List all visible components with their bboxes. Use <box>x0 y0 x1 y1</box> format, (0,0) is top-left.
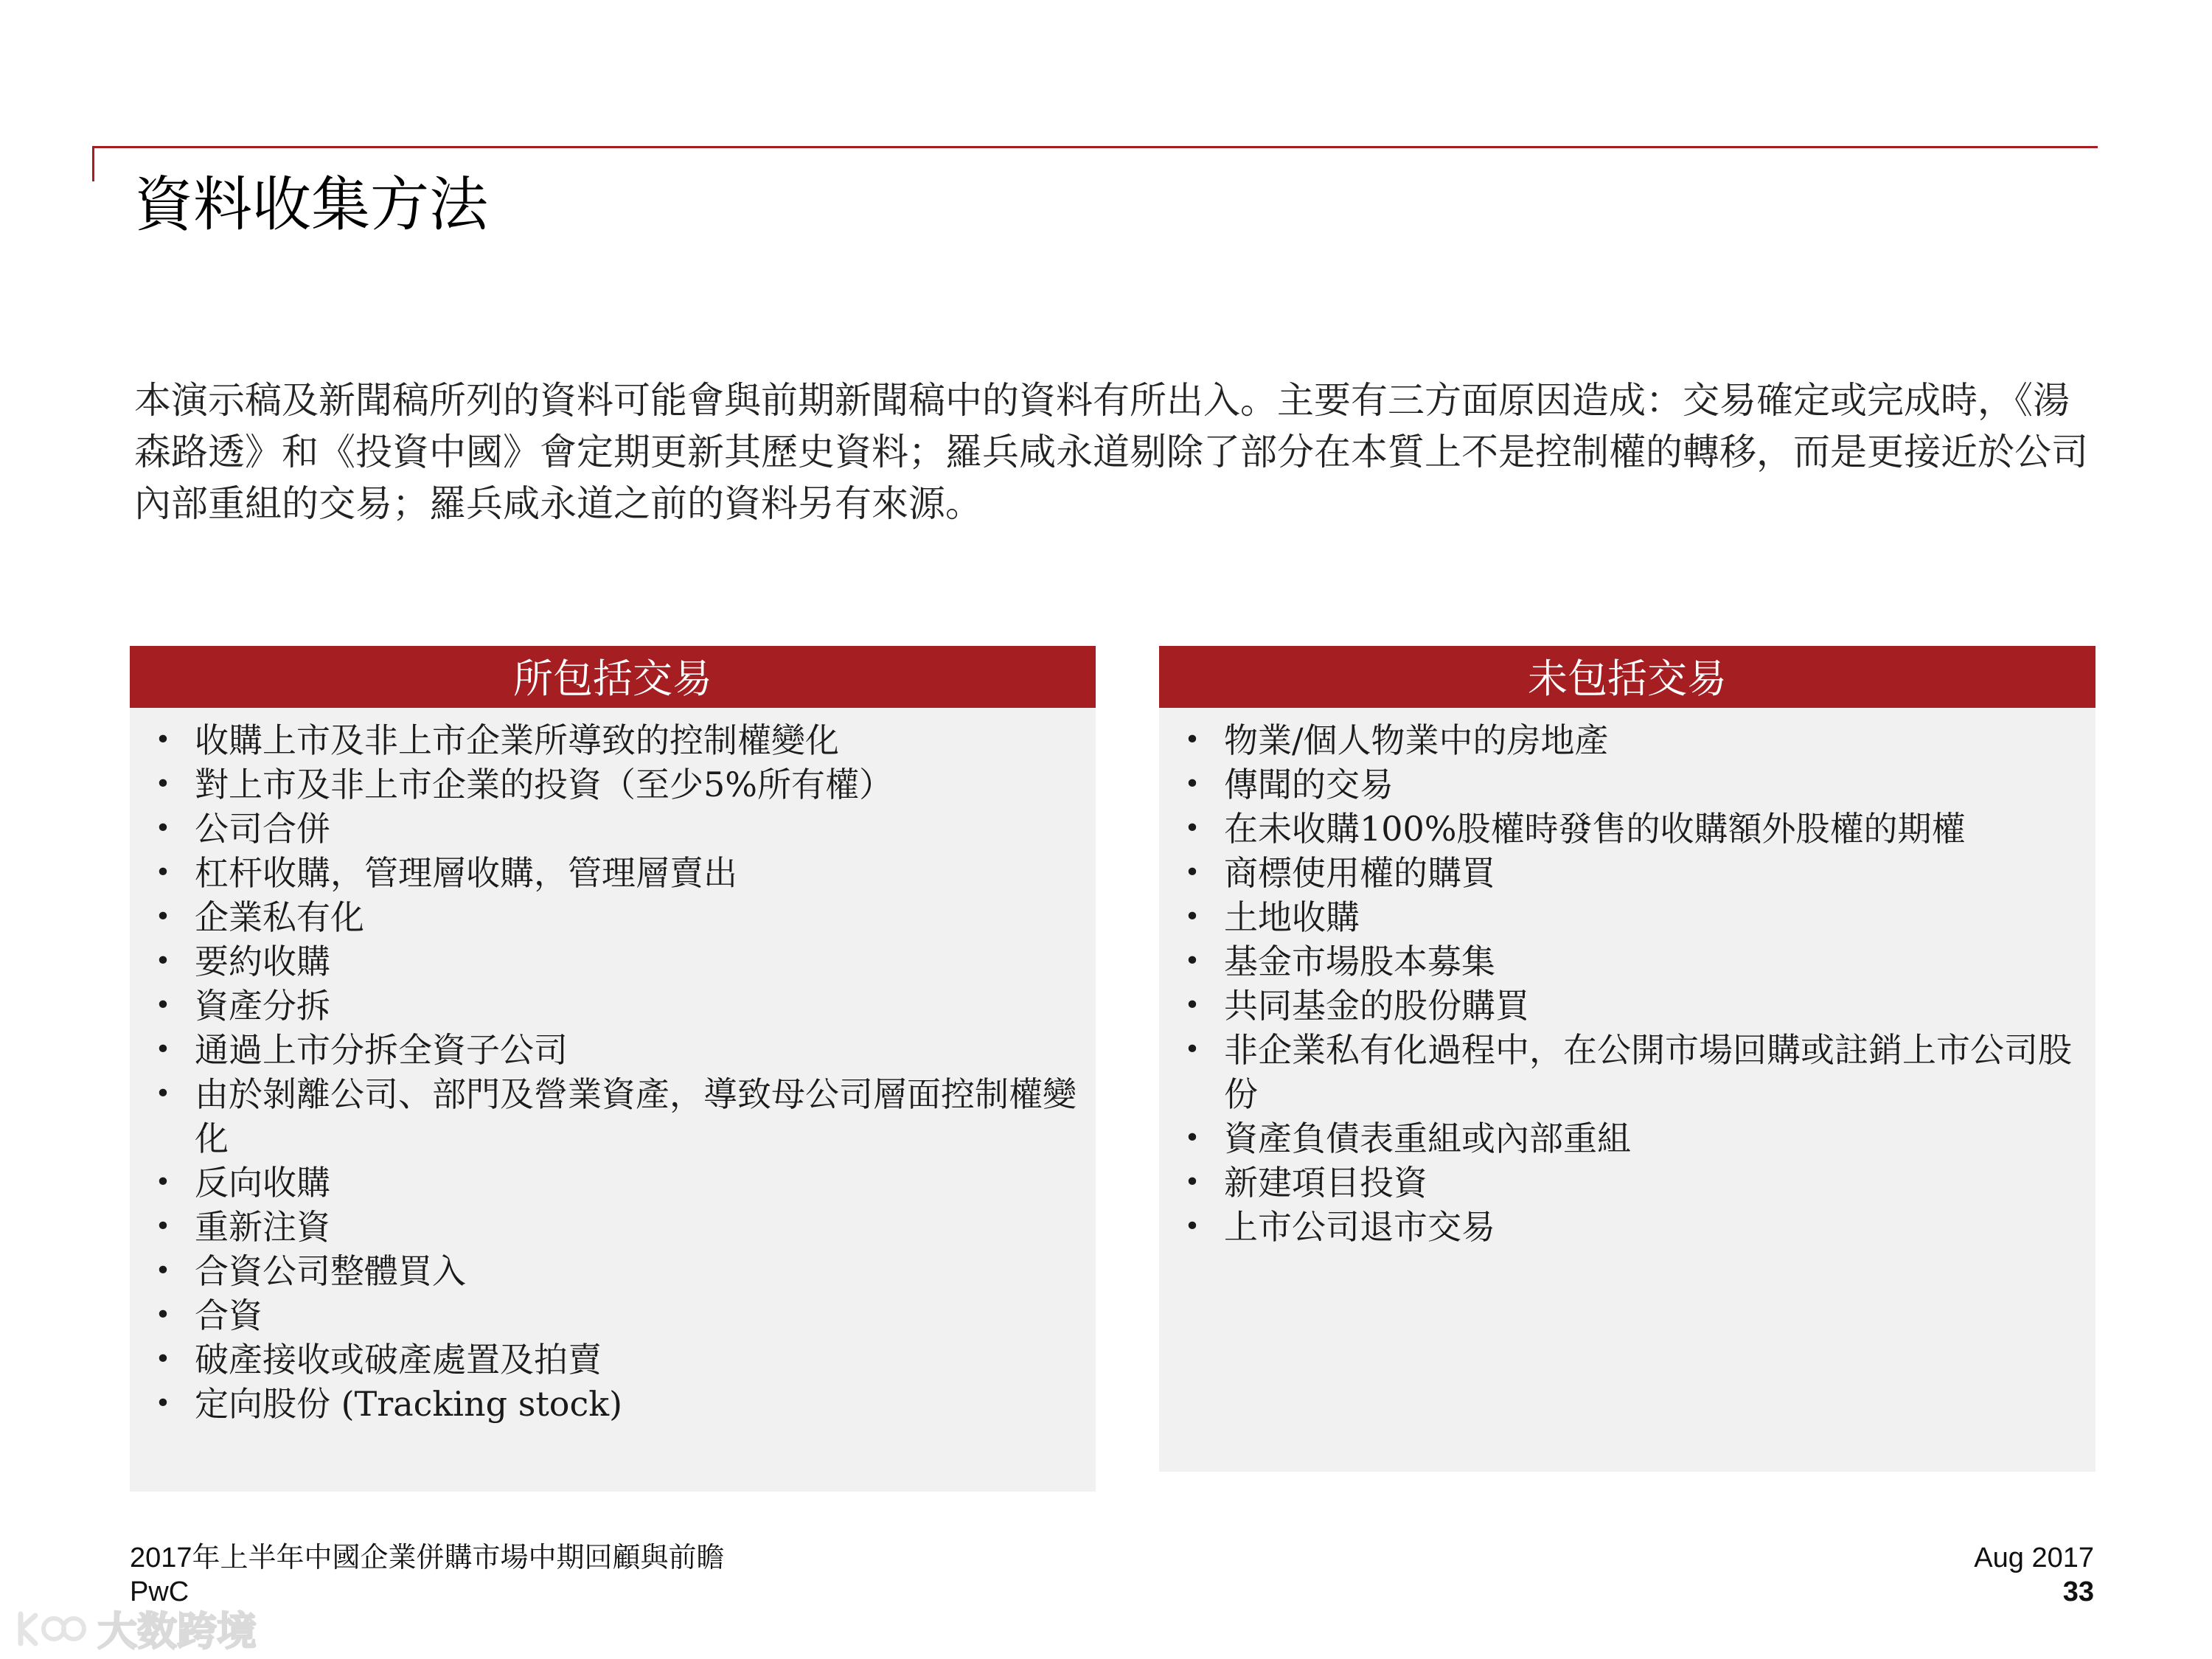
list-item <box>1159 939 2096 984</box>
list-item-text: 收購上市及非上市企業所導致的控制權變化 <box>195 720 839 760</box>
bullet-icon: • <box>1184 902 1200 932</box>
list-item <box>1159 984 2096 1028</box>
bullet-icon: • <box>155 1344 171 1374</box>
list-item-text: 由於剝離公司、部門及營業資產，導致母公司層面控制權變化 <box>195 1074 1077 1158</box>
bullet-icon: • <box>1184 858 1200 888</box>
list-item-text: 公司合併 <box>195 809 330 849</box>
bullet-icon: • <box>1184 1123 1200 1153</box>
intro-paragraph: 本演示稿及新聞稿所列的資料可能會與前期新聞稿中的資料有所出入。主要有三方面原因造成：交易確定或完成時，《湯森路透》和《投資中國》會定期更新其歷史資料；羅兵咸永道剔除了部分在本質上不是控制權的轉移，而是更接近於公司內部重組的交易；羅兵咸永道之前的資料另有來源。 <box>134 379 2088 525</box>
list-item-text: 企業私有化 <box>195 897 364 937</box>
list-item-text: 商標使用權的購買 <box>1224 853 1495 893</box>
footer-page-number: 33 <box>2062 1576 2094 1607</box>
list-item <box>130 1028 1096 1072</box>
list-item-text: 反向收購 <box>195 1163 330 1203</box>
list-item <box>1159 895 2096 939</box>
list-item <box>1159 807 2096 851</box>
footer-right <box>1974 1541 2094 1609</box>
list-item-text: 資產分拆 <box>195 986 330 1026</box>
list-item-text: 物業/個人物業中的房地產 <box>1224 720 1609 760</box>
footer-company: PwC <box>130 1576 189 1607</box>
list-item-text: 通過上市分拆全資子公司 <box>195 1030 568 1070</box>
list-item-text: 新建項目投資 <box>1224 1163 1427 1203</box>
list-item-text: 對上市及非上市企業的投資（至少5%所有權） <box>195 765 893 804</box>
list-item-text: 基金市場股本募集 <box>1224 942 1495 981</box>
list-item <box>130 1161 1096 1205</box>
list-item <box>1159 762 2096 807</box>
excluded-header: 未包括交易 <box>1159 646 2096 708</box>
bullet-icon: • <box>155 858 171 888</box>
list-item-text: 合資 <box>195 1295 262 1335</box>
list-item <box>130 1072 1096 1161</box>
list-item-text: 土地收購 <box>1224 897 1360 937</box>
bullet-icon: • <box>155 946 171 976</box>
list-item <box>130 1249 1096 1293</box>
bullet-icon: • <box>155 813 171 844</box>
list-item <box>130 1382 1096 1426</box>
list-item-text: 傳聞的交易 <box>1224 765 1394 804</box>
bullet-icon: • <box>1184 1211 1200 1242</box>
list-item <box>130 984 1096 1028</box>
list-item <box>130 762 1096 807</box>
list-item <box>130 895 1096 939</box>
top-rule <box>92 146 2098 148</box>
list-item <box>130 718 1096 762</box>
bullet-icon: • <box>1184 769 1200 799</box>
footer-report-title: 2017年上半年中國企業併購市場中期回顧與前瞻 <box>130 1543 725 1573</box>
list-item <box>1159 1205 2096 1249</box>
footer-date: Aug 2017 <box>1974 1543 2094 1573</box>
list-item <box>130 1293 1096 1338</box>
bullet-icon: • <box>155 1211 171 1242</box>
list-item-text: 定向股份 (Tracking stock) <box>195 1384 623 1424</box>
included-header: 所包括交易 <box>130 646 1096 708</box>
list-item-text: 資產負債表重組或內部重組 <box>1224 1119 1631 1158</box>
footer-left <box>130 1541 725 1609</box>
bullet-icon: • <box>155 769 171 799</box>
bullet-icon: • <box>155 902 171 932</box>
list-item <box>130 1205 1096 1249</box>
excluded-transactions-panel <box>1159 646 2096 1472</box>
top-rule-tick <box>92 146 94 181</box>
list-item <box>1159 718 2096 762</box>
bullet-icon: • <box>1184 990 1200 1020</box>
bullet-icon: • <box>155 1034 171 1065</box>
bullet-icon: • <box>1184 946 1200 976</box>
bullet-icon: • <box>155 1300 171 1330</box>
list-item-text: 共同基金的股份購買 <box>1224 986 1529 1026</box>
included-list <box>130 646 1096 1426</box>
list-item-text: 杠杆收購，管理層收購，管理層賣出 <box>195 853 737 893</box>
bullet-icon: • <box>1184 1034 1200 1065</box>
bullet-icon: • <box>155 1256 171 1286</box>
list-item-text: 非企業私有化過程中，在公開市場回購或註銷上市公司股份 <box>1224 1030 2072 1114</box>
list-item-text: 要約收購 <box>195 942 330 981</box>
list-item <box>130 851 1096 895</box>
list-item <box>130 939 1096 984</box>
list-item <box>1159 1116 2096 1161</box>
list-item <box>1159 851 2096 895</box>
list-item-text: 在未收購100%股權時發售的收購額外股權的期權 <box>1224 809 1966 849</box>
list-item-text: 重新注資 <box>195 1207 330 1247</box>
watermark-logo-icon <box>13 1607 87 1651</box>
excluded-list <box>1159 646 2096 1249</box>
bullet-icon: • <box>155 725 171 755</box>
bullet-icon: • <box>1184 813 1200 844</box>
watermark-text: 大数跨境 <box>97 1608 257 1655</box>
list-item <box>1159 1161 2096 1205</box>
list-item-text: 破產接收或破產處置及拍賣 <box>195 1340 602 1380</box>
list-item-text: 上市公司退市交易 <box>1224 1207 1495 1247</box>
page-title: 資料收集方法 <box>134 170 488 239</box>
bullet-icon: • <box>155 1388 171 1419</box>
list-item <box>130 1338 1096 1382</box>
list-item-text: 合資公司整體買入 <box>195 1251 466 1291</box>
included-transactions-panel <box>130 646 1096 1492</box>
bullet-icon: • <box>155 1079 171 1109</box>
watermark <box>13 1600 257 1657</box>
bullet-icon: • <box>155 1167 171 1197</box>
bullet-icon: • <box>155 990 171 1020</box>
list-item <box>1159 1028 2096 1116</box>
bullet-icon: • <box>1184 725 1200 755</box>
bullet-icon: • <box>1184 1167 1200 1197</box>
list-item <box>130 807 1096 851</box>
